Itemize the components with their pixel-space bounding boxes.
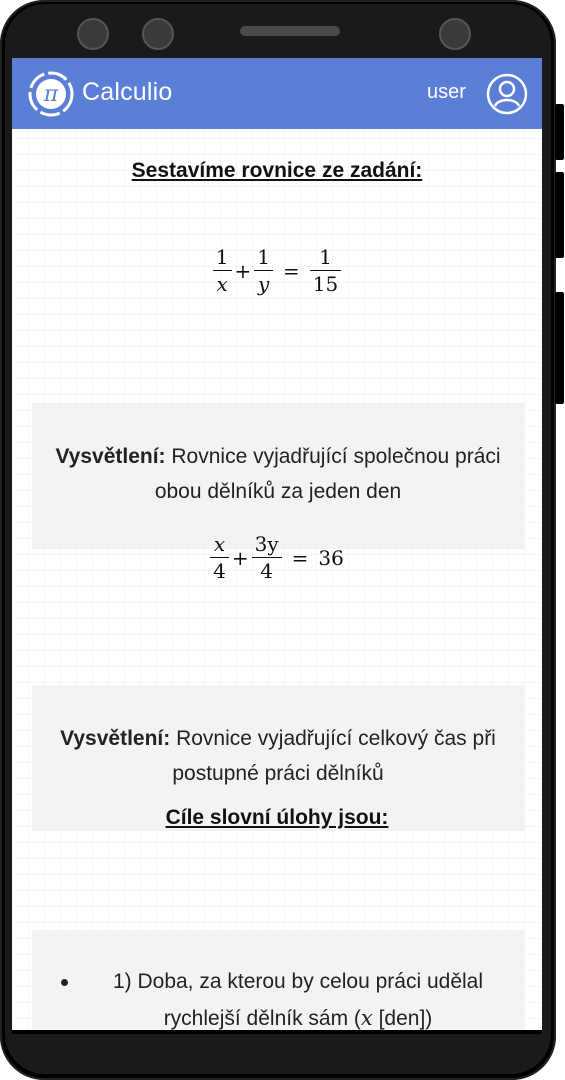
section-heading-equations: Sestavíme rovnice ze zadání: <box>131 159 423 182</box>
fraction <box>252 531 282 584</box>
goals-box <box>32 930 524 1030</box>
numerator: 1 <box>310 244 341 271</box>
operator: + <box>231 545 249 570</box>
fraction <box>210 531 229 584</box>
app-title: Calculio <box>82 78 173 106</box>
numerator: 1 <box>213 244 232 271</box>
app-bar <box>12 58 542 129</box>
denominator: x <box>216 272 228 296</box>
goal-unit: [den]) <box>372 1007 433 1030</box>
explanation-box <box>32 403 524 549</box>
numerator: 3y <box>252 531 282 558</box>
numerator: x <box>210 531 229 558</box>
explanation-text: Rovnice vyjadřující celkový čas při postupné práci dělníků <box>170 727 496 785</box>
camera-icon <box>142 18 174 50</box>
result-value: 36 <box>318 545 344 570</box>
list-item <box>88 964 508 1030</box>
numerator: 1 <box>254 244 273 271</box>
goal-text: 1) Doba, za kterou by celou práci udělal rychlejší dělník sám ( <box>112 970 484 1030</box>
goal-variable: x <box>360 1006 373 1030</box>
svg-text:π: π <box>43 82 59 107</box>
operator: = <box>291 545 309 570</box>
equation-2 <box>12 531 542 584</box>
denominator: 4 <box>260 559 273 583</box>
denominator: 15 <box>312 272 339 296</box>
bullet-icon <box>61 979 68 986</box>
app-screen <box>12 58 542 1030</box>
fraction <box>213 244 232 297</box>
side-button-volume <box>555 172 564 258</box>
explanation-label: Vysvětlení: <box>55 445 166 468</box>
section-heading-goals: Cíle slovní úlohy jsou: <box>165 806 389 829</box>
fraction <box>254 244 273 297</box>
sensor-icon <box>439 18 471 50</box>
phone-chin <box>12 1030 542 1034</box>
equation-1 <box>12 244 542 297</box>
denominator: 4 <box>213 559 226 583</box>
pi-logo-icon[interactable] <box>28 71 74 117</box>
side-button-power <box>555 292 564 404</box>
explanation-text: Rovnice vyjadřující společnou práci obou dělníků za jeden den <box>154 445 501 503</box>
user-avatar-icon[interactable] <box>486 73 528 115</box>
camera-icon <box>77 18 109 50</box>
explanation-label: Vysvětlení: <box>60 727 171 750</box>
operator: = <box>283 258 300 283</box>
speaker-grille <box>240 26 340 36</box>
user-label[interactable]: user <box>427 81 466 103</box>
operator: + <box>234 258 252 283</box>
side-button-top <box>555 104 564 160</box>
fraction <box>310 244 341 297</box>
denominator: y <box>257 272 270 296</box>
